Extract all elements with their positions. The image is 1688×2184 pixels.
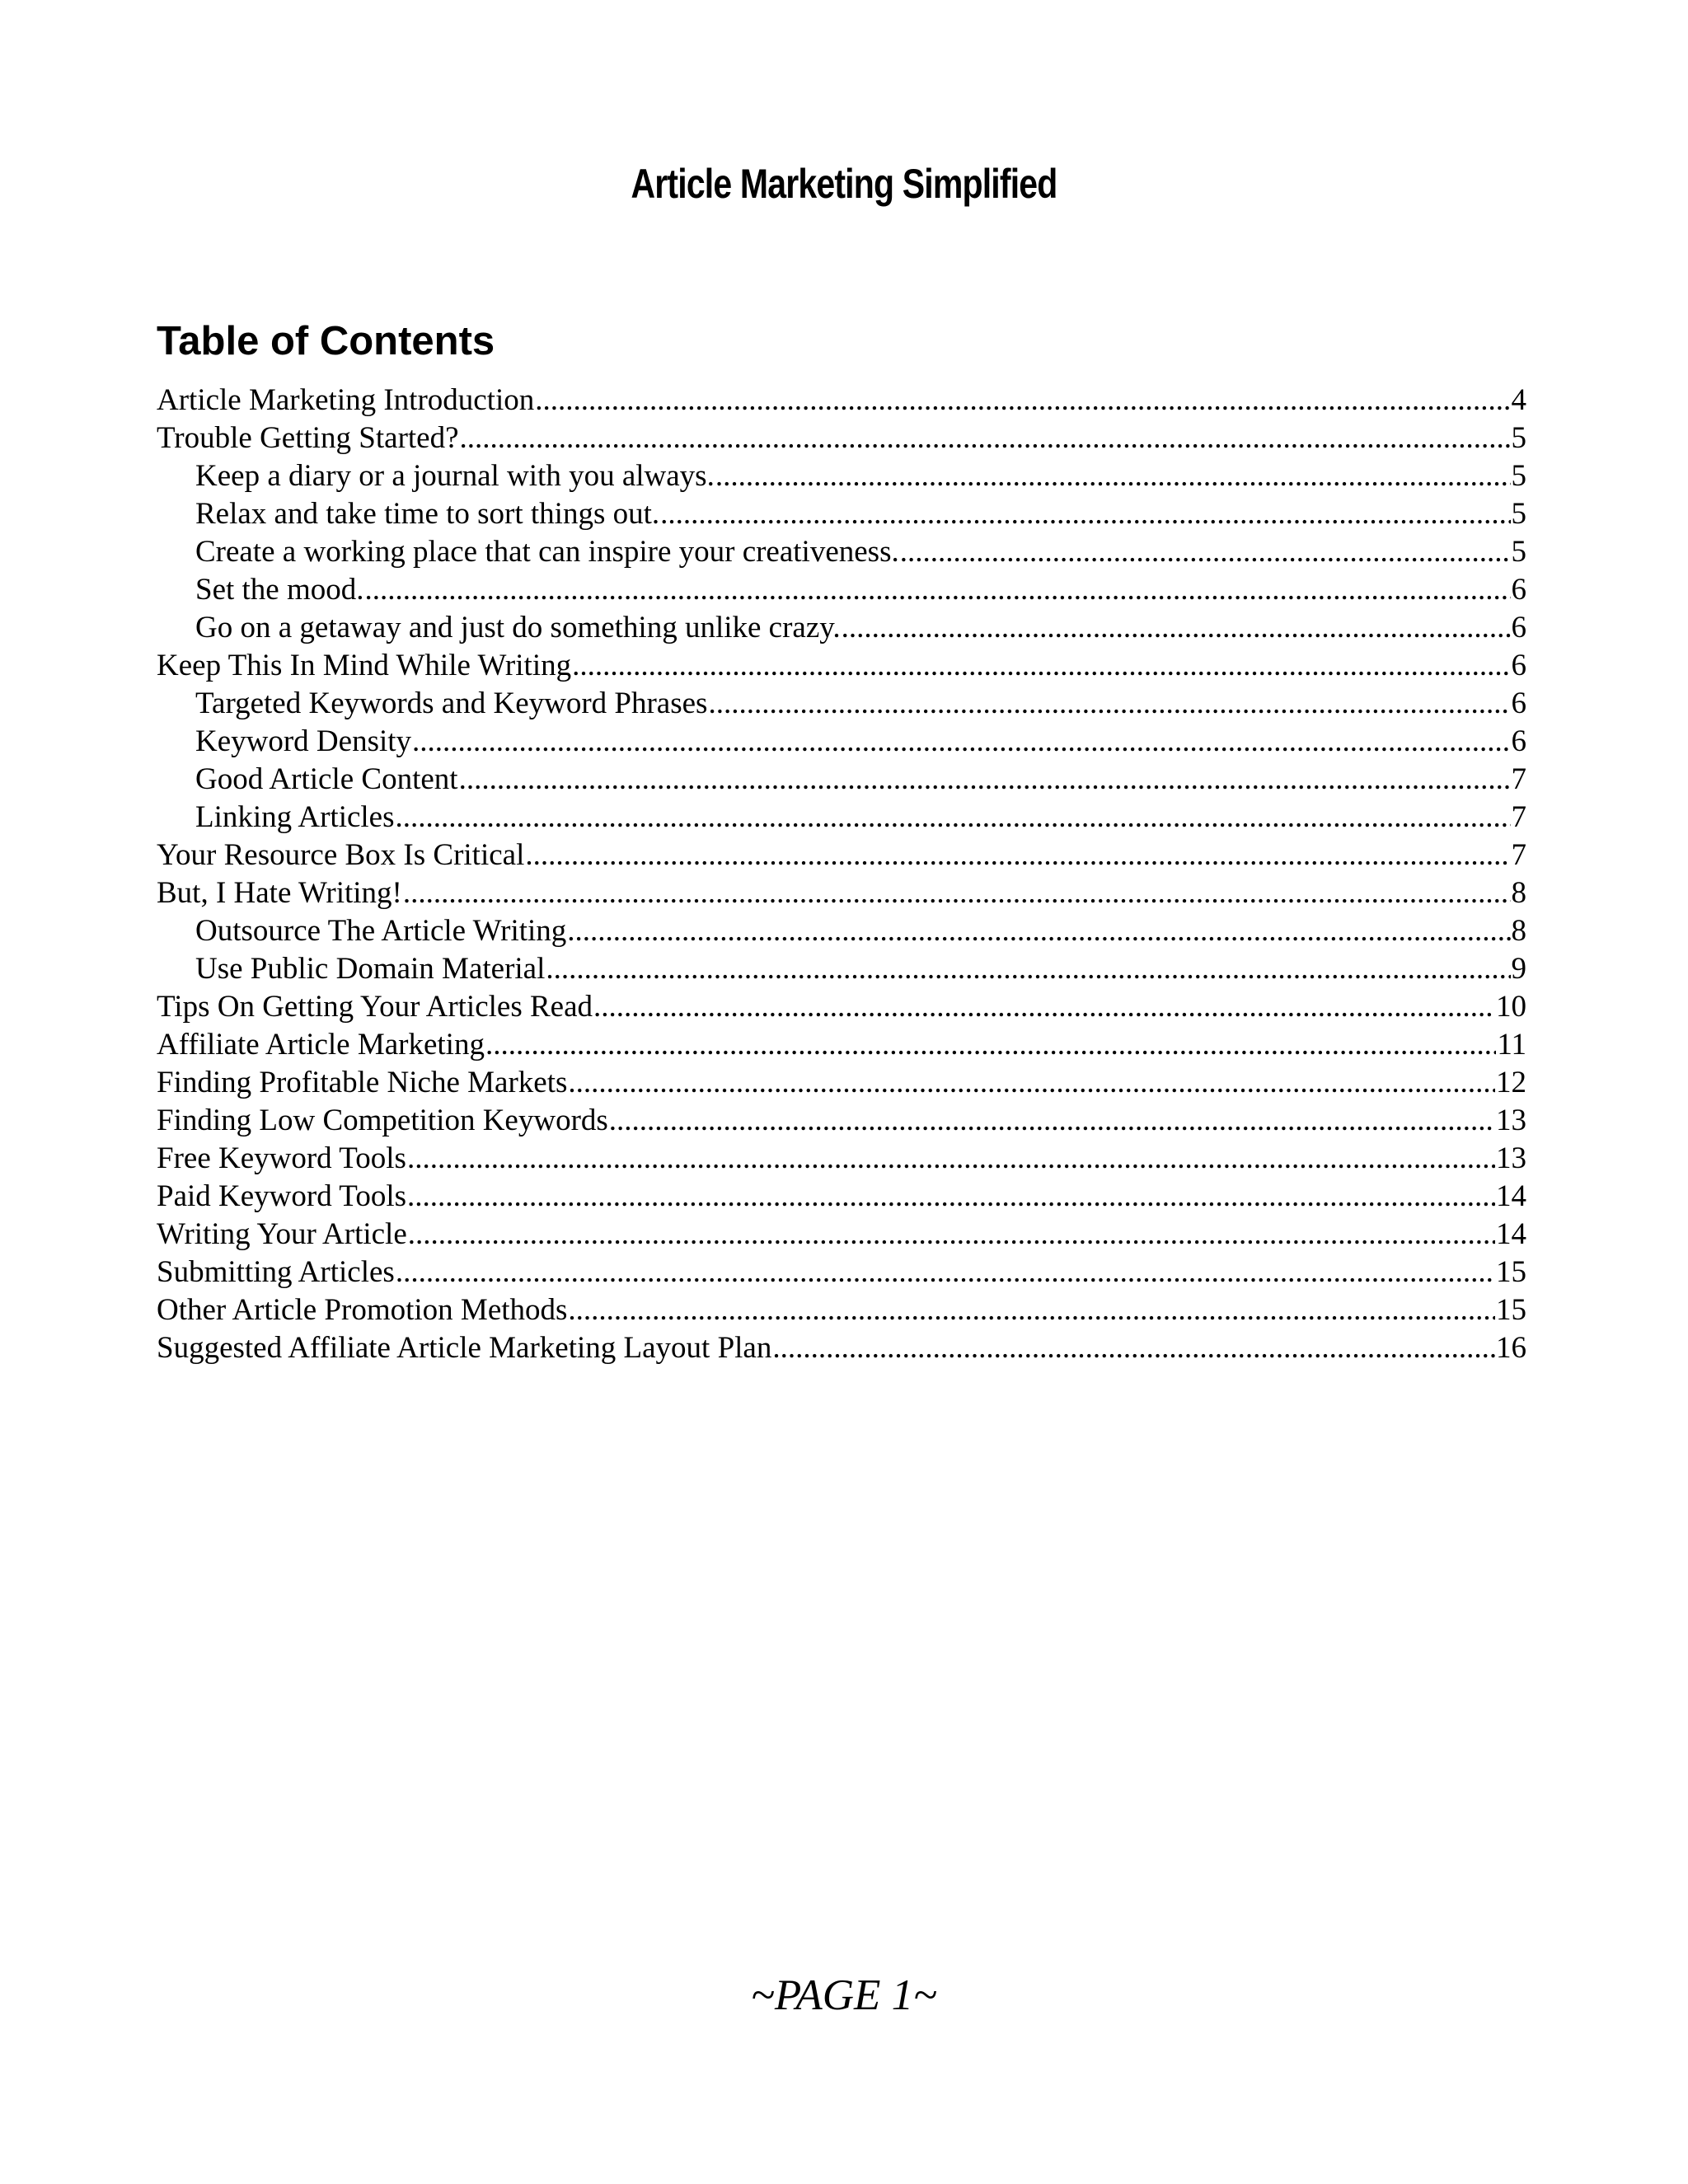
toc-entry-page-number: 7 bbox=[1511, 762, 1526, 796]
toc-dot-leader bbox=[365, 571, 1511, 609]
toc-entry-page-number: 6 bbox=[1511, 573, 1526, 607]
toc-entry[interactable] bbox=[157, 1102, 1526, 1140]
toc-entry-page-number: 13 bbox=[1496, 1141, 1526, 1175]
toc-entry-page-number: 13 bbox=[1496, 1104, 1526, 1137]
toc-entry[interactable] bbox=[157, 419, 1526, 457]
toc-entry-label: Free Keyword Tools bbox=[157, 1141, 406, 1175]
toc-entry-page-number: 7 bbox=[1511, 800, 1526, 834]
toc-entry-page-number: 14 bbox=[1496, 1179, 1526, 1213]
toc-dot-leader bbox=[708, 685, 1510, 723]
toc-dot-leader bbox=[525, 837, 1510, 874]
document-title: Article Marketing Simplified bbox=[631, 161, 1057, 207]
toc-subentry[interactable] bbox=[157, 609, 1526, 647]
toc-entry[interactable] bbox=[157, 988, 1526, 1026]
toc-entry-label: Finding Low Competition Keywords bbox=[157, 1104, 608, 1137]
toc-entry-page-number: 6 bbox=[1511, 724, 1526, 758]
toc-entry-page-number: 9 bbox=[1511, 952, 1526, 986]
toc-dot-leader bbox=[412, 723, 1510, 761]
toc-entry-label: Good Article Content bbox=[195, 762, 458, 796]
toc-entry-page-number: 11 bbox=[1497, 1028, 1526, 1062]
toc-dot-leader bbox=[535, 382, 1510, 419]
toc-entry-label: Affiliate Article Marketing bbox=[157, 1028, 485, 1062]
toc-entry-label: Finding Profitable Niche Markets bbox=[157, 1066, 568, 1099]
toc-dot-leader bbox=[407, 1140, 1495, 1178]
toc-subentry[interactable] bbox=[157, 761, 1526, 799]
toc-dot-leader bbox=[459, 761, 1511, 799]
toc-dot-leader bbox=[609, 1102, 1495, 1140]
toc-subentry[interactable] bbox=[157, 799, 1526, 837]
toc-dot-leader bbox=[546, 950, 1510, 988]
toc-entry-label: Go on a getaway and just do something unlike crazy. bbox=[195, 611, 841, 644]
toc-entry-page-number: 15 bbox=[1496, 1255, 1526, 1289]
toc-dot-leader bbox=[842, 609, 1511, 647]
toc-entry-page-number: 6 bbox=[1511, 649, 1526, 682]
toc-dot-leader bbox=[593, 988, 1495, 1026]
toc-entry[interactable] bbox=[157, 874, 1526, 912]
toc-entry-label: Submitting Articles bbox=[157, 1255, 395, 1289]
toc-entry-label: Other Article Promotion Methods bbox=[157, 1293, 568, 1327]
toc-subentry[interactable] bbox=[157, 685, 1526, 723]
toc-subentry[interactable] bbox=[157, 723, 1526, 761]
toc-entry-page-number: 5 bbox=[1511, 459, 1526, 493]
toc-dot-leader bbox=[567, 912, 1510, 950]
toc-entry-label: Keep This In Mind While Writing bbox=[157, 649, 572, 682]
toc-entry-page-number: 16 bbox=[1496, 1331, 1526, 1365]
toc-entry[interactable] bbox=[157, 1026, 1526, 1064]
toc-entry-page-number: 4 bbox=[1511, 383, 1526, 417]
toc-dot-leader bbox=[396, 1254, 1495, 1291]
toc-entry-label: Your Resource Box Is Critical bbox=[157, 838, 525, 872]
toc-entry[interactable] bbox=[157, 1178, 1526, 1216]
toc-dot-leader bbox=[460, 419, 1511, 457]
table-of-contents bbox=[157, 382, 1526, 1367]
page-number-footer: ~PAGE 1~ bbox=[751, 1971, 937, 2019]
toc-entry-page-number: 12 bbox=[1496, 1066, 1526, 1099]
toc-entry-label: Targeted Keywords and Keyword Phrases bbox=[195, 687, 708, 720]
toc-entry-page-number: 7 bbox=[1511, 838, 1526, 872]
toc-dot-leader bbox=[572, 647, 1510, 685]
toc-subentry[interactable] bbox=[157, 571, 1526, 609]
toc-dot-leader bbox=[568, 1291, 1495, 1329]
toc-entry-page-number: 5 bbox=[1511, 535, 1526, 569]
toc-dot-leader bbox=[715, 457, 1511, 495]
toc-entry-page-number: 10 bbox=[1496, 990, 1526, 1024]
toc-entry-page-number: 6 bbox=[1511, 611, 1526, 644]
toc-entry[interactable] bbox=[157, 1254, 1526, 1291]
toc-entry-label: Paid Keyword Tools bbox=[157, 1179, 406, 1213]
toc-entry[interactable] bbox=[157, 837, 1526, 874]
toc-entry-label: Keep a diary or a journal with you always. bbox=[195, 459, 715, 493]
toc-entry-label: Linking Articles bbox=[195, 800, 395, 834]
toc-entry-label: Outsource The Article Writing bbox=[195, 914, 567, 948]
toc-subentry[interactable] bbox=[157, 950, 1526, 988]
toc-entry-label: But, I Hate Writing! bbox=[157, 876, 402, 910]
toc-entry-label: Create a working place that can inspire your creativeness. bbox=[195, 535, 899, 569]
toc-dot-leader bbox=[772, 1329, 1495, 1367]
toc-subentry[interactable] bbox=[157, 457, 1526, 495]
toc-dot-leader bbox=[660, 495, 1510, 533]
toc-dot-leader bbox=[900, 533, 1511, 571]
toc-entry-page-number: 6 bbox=[1511, 687, 1526, 720]
toc-entry[interactable] bbox=[157, 1216, 1526, 1254]
toc-entry[interactable] bbox=[157, 1140, 1526, 1178]
toc-entry-page-number: 5 bbox=[1511, 421, 1526, 455]
toc-dot-leader bbox=[407, 1178, 1495, 1216]
toc-entry[interactable] bbox=[157, 1329, 1526, 1367]
toc-entry-label: Relax and take time to sort things out. bbox=[195, 497, 660, 531]
toc-entry-page-number: 14 bbox=[1496, 1217, 1526, 1251]
toc-entry[interactable] bbox=[157, 1291, 1526, 1329]
toc-entry-page-number: 8 bbox=[1511, 914, 1526, 948]
toc-entry-label: Keyword Density bbox=[195, 724, 412, 758]
toc-dot-leader bbox=[396, 799, 1511, 837]
toc-dot-leader bbox=[403, 874, 1511, 912]
toc-heading: Table of Contents bbox=[157, 319, 495, 363]
toc-entry-label: Set the mood. bbox=[195, 573, 364, 607]
toc-entry-label: Tips On Getting Your Articles Read bbox=[157, 990, 593, 1024]
toc-entry-label: Suggested Affiliate Article Marketing Layout Plan bbox=[157, 1331, 772, 1365]
toc-entry[interactable] bbox=[157, 647, 1526, 685]
toc-dot-leader bbox=[568, 1064, 1495, 1102]
toc-dot-leader bbox=[408, 1216, 1495, 1254]
toc-dot-leader bbox=[485, 1026, 1496, 1064]
toc-entry-label: Use Public Domain Material bbox=[195, 952, 546, 986]
toc-subentry[interactable] bbox=[157, 912, 1526, 950]
toc-entry[interactable] bbox=[157, 382, 1526, 419]
toc-entry-label: Trouble Getting Started? bbox=[157, 421, 459, 455]
toc-subentry[interactable] bbox=[157, 495, 1526, 533]
toc-entry[interactable] bbox=[157, 1064, 1526, 1102]
toc-entry-label: Writing Your Article bbox=[157, 1217, 407, 1251]
toc-entry-page-number: 5 bbox=[1511, 497, 1526, 531]
toc-entry-label: Article Marketing Introduction bbox=[157, 383, 535, 417]
toc-entry-page-number: 8 bbox=[1511, 876, 1526, 910]
toc-entry-page-number: 15 bbox=[1496, 1293, 1526, 1327]
toc-subentry[interactable] bbox=[157, 533, 1526, 571]
